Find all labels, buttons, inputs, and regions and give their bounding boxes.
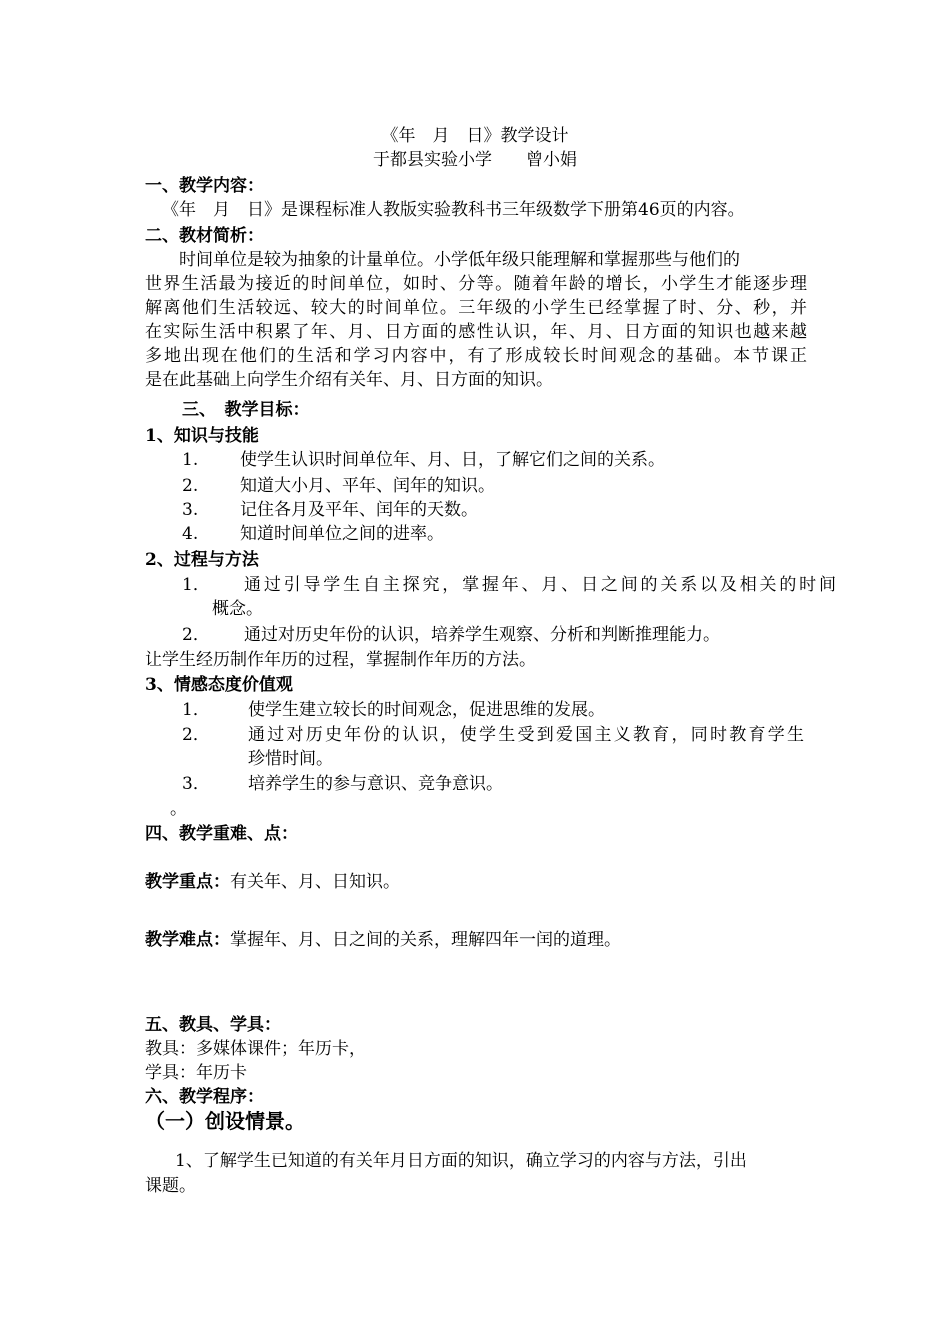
section-2-line: 时间单位是较为抽象的计量单位。小学低年级只能理解和掌握那些与他们的 (179, 250, 740, 270)
item-number: 4. (182, 524, 199, 544)
item-number: 3. (182, 500, 199, 520)
goal-3-item (182, 723, 804, 747)
stray-mark: 。 (170, 799, 187, 819)
student-tools: 学具：年历卡 (145, 1063, 247, 1083)
key-point-label: 教学重点： (145, 872, 230, 892)
section-6-heading: 六、教学程序： (145, 1087, 264, 1107)
goal-3-heading: 3、情感态度价值观 (145, 675, 293, 695)
goal-2-extra: 让学生经历制作年历的过程，掌握制作年历的方法。 (145, 650, 536, 670)
section-6-paragraph-continued: 课题。 (145, 1176, 196, 1196)
goal-1-heading: 1、知识与技能 (145, 426, 259, 446)
section-5-heading: 五、教具、学具： (145, 1015, 281, 1035)
section-2-heading: 二、教材简析： (145, 226, 264, 246)
difficult-point-label: 教学难点： (145, 930, 230, 950)
goal-2-heading: 2、过程与方法 (145, 550, 259, 570)
document-author: 于都县实验小学 曾小娟 (373, 150, 577, 170)
difficult-point-text: 掌握年、月、日之间的关系，理解四年一闰的道理。 (230, 930, 621, 950)
section-4-heading: 四、教学重难、点： (145, 824, 298, 844)
item-text: 通过对历史年份的认识，使学生受到爱国主义教育，同时教育学生 (248, 725, 804, 745)
teacher-tools: 教具：多媒体课件；年历卡， (145, 1039, 366, 1059)
goal-3-item (182, 698, 605, 722)
item-text: 使学生认识时间单位年、月、日，了解它们之间的关系。 (240, 450, 665, 470)
item-text: 使学生建立较长的时间观念，促进思维的发展。 (248, 700, 605, 720)
section-2-line: 多地出现在他们的生活和学习内容中，有了形成较长时间观念的基础。本节课正 (145, 346, 807, 366)
section-6-paragraph: 1、了解学生已知道的有关年月日方面的知识，确立学习的内容与方法，引出 (175, 1151, 747, 1171)
goal-3-item-continued: 珍惜时间。 (248, 749, 333, 769)
goal-1-item (182, 448, 665, 472)
section-2-line: 是在此基础上向学生介绍有关年、月、日方面的知识。 (145, 370, 553, 390)
section-1-text: 《年 月 日》是课程标准人教版实验教科书三年级数学下册第46页的内容。 (162, 200, 745, 220)
goal-1-item (182, 522, 444, 546)
item-number: 1． (182, 575, 210, 595)
section-1-heading: 一、教学内容： (145, 176, 264, 196)
item-text: 记住各月及平年、闰年的天数。 (240, 500, 478, 520)
item-text: 通过对历史年份的认识，培养学生观察、分析和判断推理能力。 (244, 625, 720, 645)
goal-2-item (182, 573, 836, 597)
item-text: 知道时间单位之间的进率。 (240, 524, 444, 544)
difficult-point (145, 928, 621, 952)
goal-2-item-continued: 概念。 (212, 599, 263, 619)
goal-2-item (182, 623, 720, 647)
document-title: 《年 月 日》教学设计 (381, 126, 569, 146)
section-2-line: 世界生活最为接近的时间单位，如时、分等。随着年龄的增长，小学生才能逐步理 (145, 274, 807, 294)
item-text: 培养学生的参与意识、竞争意识。 (248, 774, 503, 794)
item-number: 2. (182, 476, 199, 496)
goal-1-item (182, 474, 495, 498)
goal-3-item (182, 772, 503, 796)
key-point-text: 有关年、月、日知识。 (230, 872, 400, 892)
section-6-subheading: （一）创设情景。 (145, 1109, 305, 1133)
item-number: 3． (182, 774, 210, 794)
item-text: 知道大小月、平年、闰年的知识。 (240, 476, 495, 496)
item-number: 1. (182, 450, 199, 470)
item-text: 通过引导学生自主探究，掌握年、月、日之间的关系以及相关的时间 (244, 575, 836, 595)
item-number: 1． (182, 700, 210, 720)
section-3-heading: 三、 教学目标： (182, 400, 310, 420)
section-2-line: 解离他们生活较远、较大的时间单位。三年级的小学生已经掌握了时、分、秒，并 (145, 298, 807, 318)
section-2-line: 在实际生活中积累了年、月、日方面的感性认识，年、月、日方面的知识也越来越 (145, 322, 807, 342)
goal-1-item (182, 498, 478, 522)
item-number: 2． (182, 725, 210, 745)
item-number: 2． (182, 625, 210, 645)
key-point (145, 870, 400, 894)
